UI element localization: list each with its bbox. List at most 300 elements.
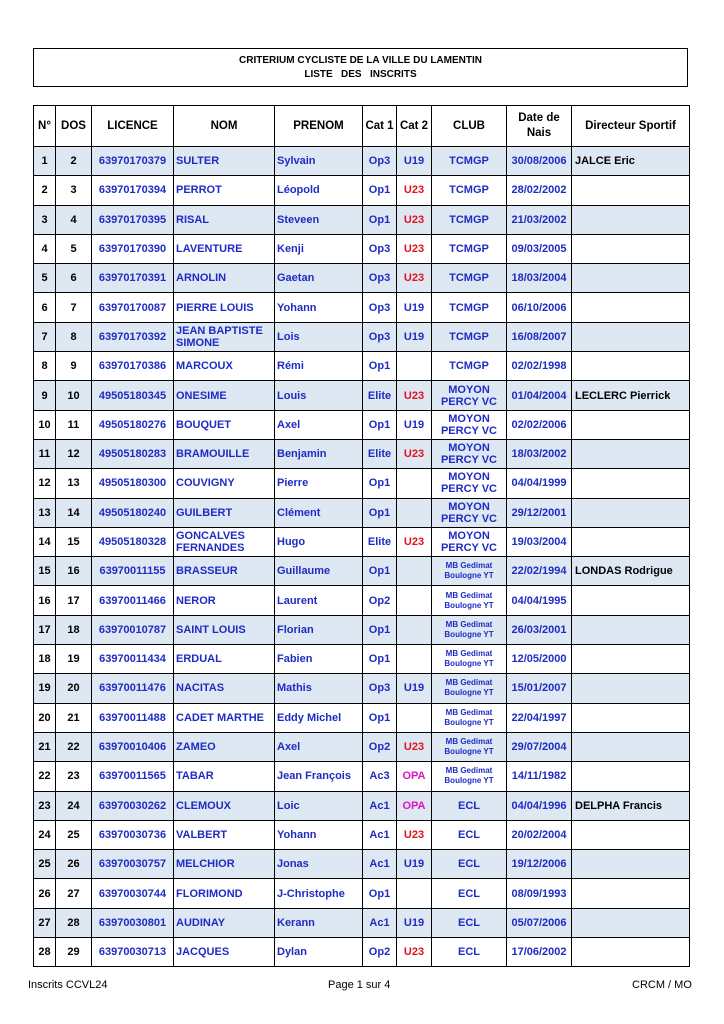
sport-director-cell (572, 850, 690, 879)
row-number: 11 (34, 439, 56, 468)
birth-date-cell: 04/04/1995 (507, 586, 572, 615)
bib-number: 5 (56, 234, 92, 263)
club-cell: MB Gedimat Boulogne YT (432, 703, 507, 732)
bib-number: 15 (56, 527, 92, 556)
last-name-cell: CLEMOUX (174, 791, 275, 820)
col-header-club: CLUB (432, 106, 507, 147)
club-cell: MOYON PERCY VC (432, 498, 507, 527)
category1-cell: Op1 (363, 352, 397, 381)
sport-director-cell (572, 645, 690, 674)
birth-date-cell: 26/03/2001 (507, 615, 572, 644)
sport-director-cell (572, 938, 690, 967)
row-number: 21 (34, 732, 56, 761)
bib-number: 16 (56, 557, 92, 586)
last-name-cell: NACITAS (174, 674, 275, 703)
category1-cell: Op3 (363, 322, 397, 351)
category1-cell: Op3 (363, 674, 397, 703)
category2-cell (397, 498, 432, 527)
birth-date-cell: 05/07/2006 (507, 908, 572, 937)
licence-cell: 63970011466 (92, 586, 174, 615)
licence-cell: 63970030713 (92, 938, 174, 967)
birth-date-cell: 04/04/1999 (507, 469, 572, 498)
club-cell: ECL (432, 850, 507, 879)
last-name-cell: PIERRE LOUIS (174, 293, 275, 322)
bib-number: 17 (56, 586, 92, 615)
club-cell: TCMGP (432, 205, 507, 234)
sport-director-cell (572, 615, 690, 644)
birth-date-cell: 12/05/2000 (507, 645, 572, 674)
last-name-cell: NEROR (174, 586, 275, 615)
first-name-cell: Yohann (275, 820, 363, 849)
table-row (34, 410, 690, 439)
birth-date-cell: 19/03/2004 (507, 527, 572, 556)
last-name-cell: TABAR (174, 762, 275, 791)
category1-cell: Op3 (363, 293, 397, 322)
last-name-cell: MARCOUX (174, 352, 275, 381)
first-name-cell: Clément (275, 498, 363, 527)
row-number: 5 (34, 264, 56, 293)
category2-cell: U19 (397, 147, 432, 176)
category2-cell (397, 557, 432, 586)
sport-director-cell (572, 732, 690, 761)
row-number: 26 (34, 879, 56, 908)
birth-date-cell: 18/03/2002 (507, 439, 572, 468)
birth-date-cell: 19/12/2006 (507, 850, 572, 879)
bib-number: 11 (56, 410, 92, 439)
category1-cell: Op3 (363, 147, 397, 176)
row-number: 7 (34, 322, 56, 351)
table-row (34, 176, 690, 205)
last-name-cell: BRAMOUILLE (174, 439, 275, 468)
col-header-date-nais: Date de Nais (507, 106, 572, 147)
birth-date-cell: 29/12/2001 (507, 498, 572, 527)
title-line-2: LISTE DES INSCRITS (304, 69, 417, 80)
bib-number: 4 (56, 205, 92, 234)
licence-cell: 63970030736 (92, 820, 174, 849)
category1-cell: Op1 (363, 879, 397, 908)
sport-director-cell (572, 176, 690, 205)
row-number: 23 (34, 791, 56, 820)
table-body (34, 147, 690, 967)
first-name-cell: Benjamin (275, 439, 363, 468)
category2-cell: U23 (397, 732, 432, 761)
category1-cell: Op3 (363, 234, 397, 263)
first-name-cell: Kerann (275, 908, 363, 937)
club-cell: ECL (432, 820, 507, 849)
table-row (34, 264, 690, 293)
category2-cell: OPA (397, 762, 432, 791)
category2-cell: U23 (397, 234, 432, 263)
licence-cell: 49505180283 (92, 439, 174, 468)
last-name-cell: BOUQUET (174, 410, 275, 439)
col-header-nom: NOM (174, 106, 275, 147)
licence-cell: 49505180300 (92, 469, 174, 498)
first-name-cell: Laurent (275, 586, 363, 615)
table-row (34, 439, 690, 468)
bib-number: 14 (56, 498, 92, 527)
row-number: 8 (34, 352, 56, 381)
table-row (34, 205, 690, 234)
first-name-cell: Sylvain (275, 147, 363, 176)
first-name-cell: Yohann (275, 293, 363, 322)
row-number: 27 (34, 908, 56, 937)
first-name-cell: Loic (275, 791, 363, 820)
first-name-cell: Fabien (275, 645, 363, 674)
table-row (34, 469, 690, 498)
category2-cell (397, 469, 432, 498)
club-cell: ECL (432, 938, 507, 967)
registrants-table (33, 105, 690, 967)
bib-number: 27 (56, 879, 92, 908)
table-row (34, 908, 690, 937)
category1-cell: Ac1 (363, 791, 397, 820)
last-name-cell: AUDINAY (174, 908, 275, 937)
category2-cell: U19 (397, 293, 432, 322)
category1-cell: Op2 (363, 732, 397, 761)
club-cell: MOYON PERCY VC (432, 469, 507, 498)
table-row (34, 674, 690, 703)
footer-page-number: Page 1 sur 4 (328, 979, 391, 991)
last-name-cell: FLORIMOND (174, 879, 275, 908)
birth-date-cell: 28/02/2002 (507, 176, 572, 205)
sport-director-cell (572, 908, 690, 937)
first-name-cell: Dylan (275, 938, 363, 967)
first-name-cell: Pierre (275, 469, 363, 498)
licence-cell: 63970010787 (92, 615, 174, 644)
col-header-directeur: Directeur Sportif (572, 106, 690, 147)
club-cell: TCMGP (432, 322, 507, 351)
category1-cell: Elite (363, 527, 397, 556)
sport-director-cell (572, 879, 690, 908)
birth-date-cell: 22/04/1997 (507, 703, 572, 732)
bib-number: 7 (56, 293, 92, 322)
birth-date-cell: 22/02/1994 (507, 557, 572, 586)
bib-number: 19 (56, 645, 92, 674)
licence-cell: 63970030262 (92, 791, 174, 820)
first-name-cell: Louis (275, 381, 363, 410)
first-name-cell: Florian (275, 615, 363, 644)
club-cell: TCMGP (432, 352, 507, 381)
last-name-cell: BRASSEUR (174, 557, 275, 586)
sport-director-cell: DELPHA Francis (572, 791, 690, 820)
table-row (34, 498, 690, 527)
first-name-cell: Léopold (275, 176, 363, 205)
last-name-cell: ZAMEO (174, 732, 275, 761)
sport-director-cell (572, 410, 690, 439)
birth-date-cell: 08/09/1993 (507, 879, 572, 908)
sport-director-cell (572, 820, 690, 849)
sport-director-cell (572, 205, 690, 234)
birth-date-cell: 02/02/1998 (507, 352, 572, 381)
bib-number: 20 (56, 674, 92, 703)
row-number: 2 (34, 176, 56, 205)
licence-cell: 49505180240 (92, 498, 174, 527)
club-cell: TCMGP (432, 234, 507, 263)
category1-cell: Op1 (363, 498, 397, 527)
first-name-cell: Axel (275, 410, 363, 439)
sport-director-cell (572, 762, 690, 791)
table-row (34, 645, 690, 674)
table-row (34, 352, 690, 381)
row-number: 20 (34, 703, 56, 732)
bib-number: 6 (56, 264, 92, 293)
bib-number: 28 (56, 908, 92, 937)
row-number: 10 (34, 410, 56, 439)
category2-cell: U23 (397, 176, 432, 205)
licence-cell: 63970011434 (92, 645, 174, 674)
sport-director-cell (572, 439, 690, 468)
table-row (34, 293, 690, 322)
birth-date-cell: 14/11/1982 (507, 762, 572, 791)
sport-director-cell: JALCE Eric (572, 147, 690, 176)
category1-cell: Op3 (363, 264, 397, 293)
category2-cell: U23 (397, 264, 432, 293)
bib-number: 2 (56, 147, 92, 176)
licence-cell: 63970170391 (92, 264, 174, 293)
licence-cell: 63970011488 (92, 703, 174, 732)
category2-cell (397, 645, 432, 674)
licence-cell: 63970170394 (92, 176, 174, 205)
category2-cell: U23 (397, 439, 432, 468)
table-row (34, 791, 690, 820)
birth-date-cell: 20/02/2004 (507, 820, 572, 849)
club-cell: MB Gedimat Boulogne YT (432, 645, 507, 674)
table-row (34, 527, 690, 556)
table-row (34, 703, 690, 732)
category1-cell: Ac1 (363, 850, 397, 879)
birth-date-cell: 02/02/2006 (507, 410, 572, 439)
sport-director-cell (572, 586, 690, 615)
category2-cell (397, 586, 432, 615)
category1-cell: Elite (363, 439, 397, 468)
bib-number: 24 (56, 791, 92, 820)
sport-director-cell (572, 322, 690, 351)
row-number: 9 (34, 381, 56, 410)
sport-director-cell (572, 293, 690, 322)
table-row (34, 147, 690, 176)
first-name-cell: Mathis (275, 674, 363, 703)
last-name-cell: ARNOLIN (174, 264, 275, 293)
first-name-cell: Guillaume (275, 557, 363, 586)
sport-director-cell (572, 527, 690, 556)
row-number: 19 (34, 674, 56, 703)
last-name-cell: MELCHIOR (174, 850, 275, 879)
col-header-cat2: Cat 2 (397, 106, 432, 147)
licence-cell: 49505180345 (92, 381, 174, 410)
licence-cell: 63970170392 (92, 322, 174, 351)
row-number: 17 (34, 615, 56, 644)
last-name-cell: PERROT (174, 176, 275, 205)
category1-cell: Op1 (363, 703, 397, 732)
bib-number: 10 (56, 381, 92, 410)
first-name-cell: Gaetan (275, 264, 363, 293)
first-name-cell: Axel (275, 732, 363, 761)
club-cell: MB Gedimat Boulogne YT (432, 674, 507, 703)
category2-cell: U23 (397, 205, 432, 234)
first-name-cell: Steveen (275, 205, 363, 234)
bib-number: 8 (56, 322, 92, 351)
last-name-cell: ONESIME (174, 381, 275, 410)
licence-cell: 63970170395 (92, 205, 174, 234)
category2-cell: U19 (397, 674, 432, 703)
row-number: 13 (34, 498, 56, 527)
row-number: 15 (34, 557, 56, 586)
club-cell: MB Gedimat Boulogne YT (432, 615, 507, 644)
table-row (34, 615, 690, 644)
sport-director-cell: LECLERC Pierrick (572, 381, 690, 410)
row-number: 28 (34, 938, 56, 967)
row-number: 12 (34, 469, 56, 498)
licence-cell: 63970011476 (92, 674, 174, 703)
bib-number: 26 (56, 850, 92, 879)
category1-cell: Ac1 (363, 820, 397, 849)
sport-director-cell (572, 703, 690, 732)
sport-director-cell: LONDAS Rodrigue (572, 557, 690, 586)
birth-date-cell: 06/10/2006 (507, 293, 572, 322)
first-name-cell: Lois (275, 322, 363, 351)
table-row (34, 322, 690, 351)
last-name-cell: LAVENTURE (174, 234, 275, 263)
bib-number: 23 (56, 762, 92, 791)
category1-cell: Elite (363, 381, 397, 410)
category2-cell (397, 352, 432, 381)
birth-date-cell: 15/01/2007 (507, 674, 572, 703)
footer-right: CRCM / MO (632, 979, 692, 991)
table-row (34, 586, 690, 615)
col-header-cat1: Cat 1 (363, 106, 397, 147)
club-cell: MOYON PERCY VC (432, 381, 507, 410)
licence-cell: 63970170087 (92, 293, 174, 322)
bib-number: 12 (56, 439, 92, 468)
table-row (34, 938, 690, 967)
first-name-cell: Kenji (275, 234, 363, 263)
licence-cell: 63970170379 (92, 147, 174, 176)
club-cell: ECL (432, 908, 507, 937)
category1-cell: Op1 (363, 645, 397, 674)
row-number: 1 (34, 147, 56, 176)
bib-number: 29 (56, 938, 92, 967)
last-name-cell: SULTER (174, 147, 275, 176)
licence-cell: 63970030744 (92, 879, 174, 908)
birth-date-cell: 01/04/2004 (507, 381, 572, 410)
category2-cell: U19 (397, 410, 432, 439)
birth-date-cell: 04/04/1996 (507, 791, 572, 820)
category2-cell (397, 615, 432, 644)
birth-date-cell: 18/03/2004 (507, 264, 572, 293)
title-line-1: CRITERIUM CYCLISTE DE LA VILLE DU LAMENTIN (239, 55, 482, 66)
category2-cell: U23 (397, 381, 432, 410)
document-title-box (33, 48, 688, 87)
bib-number: 21 (56, 703, 92, 732)
category2-cell: U19 (397, 850, 432, 879)
category1-cell: Ac3 (363, 762, 397, 791)
sport-director-cell (572, 264, 690, 293)
category1-cell: Op1 (363, 176, 397, 205)
row-number: 3 (34, 205, 56, 234)
table-row (34, 820, 690, 849)
sport-director-cell (572, 469, 690, 498)
row-number: 22 (34, 762, 56, 791)
category1-cell: Op1 (363, 557, 397, 586)
licence-cell: 63970011155 (92, 557, 174, 586)
club-cell: ECL (432, 879, 507, 908)
col-header-number: N° (34, 106, 56, 147)
birth-date-cell: 21/03/2002 (507, 205, 572, 234)
category1-cell: Ac1 (363, 908, 397, 937)
last-name-cell: CADET MARTHE (174, 703, 275, 732)
table-row (34, 850, 690, 879)
club-cell: TCMGP (432, 293, 507, 322)
bib-number: 25 (56, 820, 92, 849)
first-name-cell: Jonas (275, 850, 363, 879)
bib-number: 3 (56, 176, 92, 205)
last-name-cell: ERDUAL (174, 645, 275, 674)
bib-number: 18 (56, 615, 92, 644)
row-number: 25 (34, 850, 56, 879)
table-header-row (34, 106, 690, 147)
category2-cell: U23 (397, 527, 432, 556)
club-cell: MB Gedimat Boulogne YT (432, 586, 507, 615)
col-header-prenom: PRENOM (275, 106, 363, 147)
row-number: 18 (34, 645, 56, 674)
table-row (34, 557, 690, 586)
row-number: 4 (34, 234, 56, 263)
row-number: 24 (34, 820, 56, 849)
club-cell: MB Gedimat Boulogne YT (432, 762, 507, 791)
club-cell: MB Gedimat Boulogne YT (432, 732, 507, 761)
club-cell: TCMGP (432, 264, 507, 293)
licence-cell: 63970010406 (92, 732, 174, 761)
first-name-cell: Jean François (275, 762, 363, 791)
last-name-cell: SAINT LOUIS (174, 615, 275, 644)
table-row (34, 381, 690, 410)
licence-cell: 63970011565 (92, 762, 174, 791)
birth-date-cell: 17/06/2002 (507, 938, 572, 967)
category2-cell: U23 (397, 820, 432, 849)
table-row (34, 762, 690, 791)
category2-cell (397, 879, 432, 908)
col-header-dos: DOS (56, 106, 92, 147)
category1-cell: Op2 (363, 938, 397, 967)
table-row (34, 234, 690, 263)
category1-cell: Op1 (363, 410, 397, 439)
table-row (34, 732, 690, 761)
last-name-cell: VALBERT (174, 820, 275, 849)
licence-cell: 49505180328 (92, 527, 174, 556)
first-name-cell: Rémi (275, 352, 363, 381)
bib-number: 13 (56, 469, 92, 498)
category1-cell: Op1 (363, 205, 397, 234)
licence-cell: 63970030801 (92, 908, 174, 937)
category2-cell (397, 703, 432, 732)
birth-date-cell: 29/07/2004 (507, 732, 572, 761)
licence-cell: 49505180276 (92, 410, 174, 439)
bib-number: 22 (56, 732, 92, 761)
club-cell: MOYON PERCY VC (432, 527, 507, 556)
last-name-cell: JEAN BAPTISTE SIMONE (174, 322, 275, 351)
club-cell: TCMGP (432, 147, 507, 176)
first-name-cell: J-Christophe (275, 879, 363, 908)
sport-director-cell (572, 352, 690, 381)
category1-cell: Op1 (363, 469, 397, 498)
category2-cell: U19 (397, 908, 432, 937)
club-cell: MB Gedimat Boulogne YT (432, 557, 507, 586)
category2-cell: OPA (397, 791, 432, 820)
col-header-licence: LICENCE (92, 106, 174, 147)
sport-director-cell (572, 674, 690, 703)
club-cell: TCMGP (432, 176, 507, 205)
first-name-cell: Hugo (275, 527, 363, 556)
